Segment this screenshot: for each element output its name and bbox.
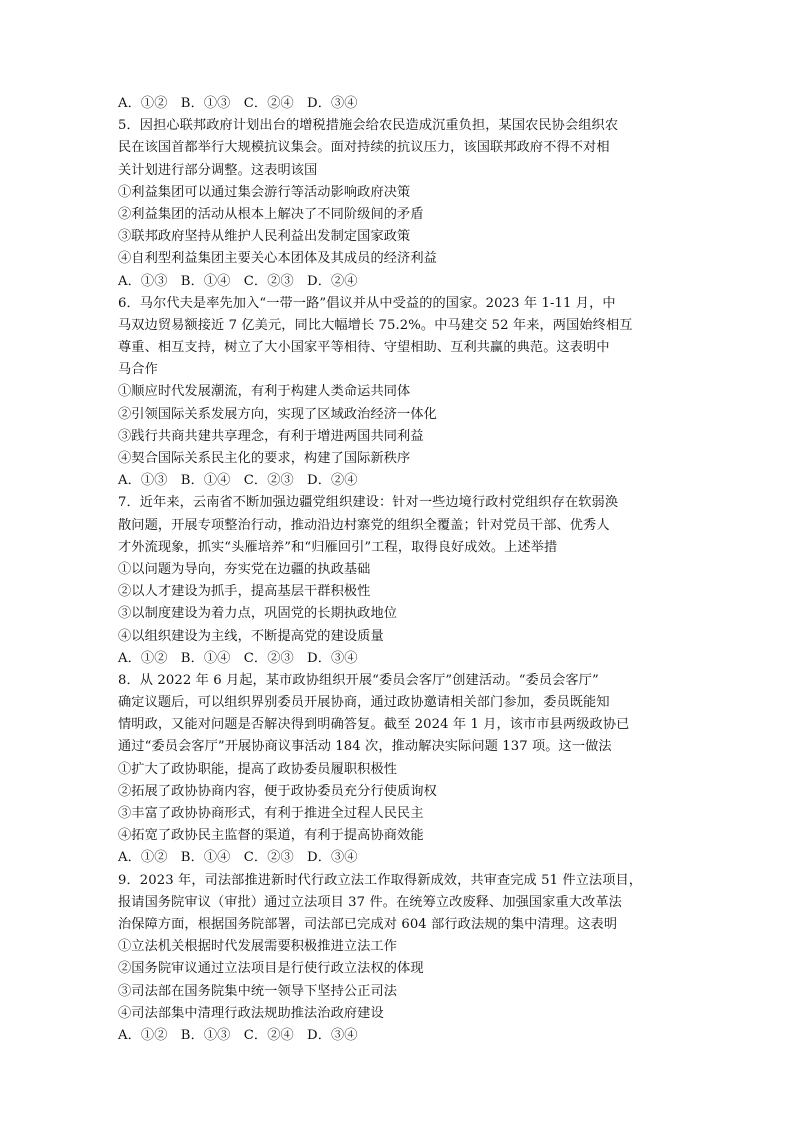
text-line: ④自利型利益集团主要关心本团体及其成员的经济利益 bbox=[118, 251, 437, 267]
text-line: ②以人才建设为抓手，提高基层干群积极性 bbox=[118, 584, 371, 600]
text-line: ①立法机关根据时代发展需要积极推进立法工作 bbox=[118, 939, 398, 955]
text-line: ④契合国际关系民主化的要求，构建了国际新秩序 bbox=[118, 451, 411, 466]
text-line: 8．从 2022 年 6 月起，某市政协组织开展“委员会客厅”创建活动。“委员会客厅” bbox=[118, 672, 599, 688]
text-line: A．①② B．①④ C．②③ D．③④ bbox=[118, 850, 358, 866]
text-line: ③以制度建设为着力点，巩固党的长期执政地位 bbox=[118, 606, 398, 622]
text-line: ①扩大了政协职能，提高了政协委员履职积极性 bbox=[118, 761, 398, 777]
text-line: ①顺应时代发展潮流，有利于构建人类命运共同体 bbox=[118, 384, 411, 400]
text-line: ②引领国际关系发展方向，实现了区域政治经济一体化 bbox=[118, 406, 437, 422]
text-line: 9．2023 年，司法部推进新时代行政立法工作取得新成效，共审查完成 51 件立法项目， bbox=[118, 872, 643, 888]
text-line: A．①③ B．①④ C．②③ D．②④ bbox=[118, 273, 358, 289]
text-line: 尊重、相互支持，树立了大小国家平等相待、守望相助、互利共赢的典范。这表明中 bbox=[118, 340, 610, 356]
text-line: 马双边贸易额接近 7 亿美元，同比大幅增长 75.2%。中马建交 52 年来，两国始终相互 bbox=[118, 317, 633, 333]
text-line: 情明政，又能对问题是否解决得到明确答复。截至 2024 年 1 月，该市市县两级政协已 bbox=[118, 717, 630, 733]
text-line: 马合作 bbox=[118, 362, 158, 378]
text-line: 治保障方面，根据国务院部署，司法部已完成对 604 部行政法规的集中清理。这表明 bbox=[118, 916, 618, 932]
text-line: ②利益集团的活动从根本上解决了不同阶级间的矛盾 bbox=[118, 206, 424, 222]
text-line: ④拓宽了政协民主监督的渠道，有利于提高协商效能 bbox=[118, 828, 424, 844]
text-line: 5．因担心联邦政府计划出台的增税措施会给农民造成沉重负担，某国农民协会组织农 bbox=[118, 118, 619, 134]
text-line: 散问题，开展专项整治行动，推动沿边村寨党的组织全覆盖；针对党员干部、优秀人 bbox=[118, 517, 610, 533]
text-line: 报请国务院审议（审批）通过立法项目 37 件。在统筹立改废释、加强国家重大改革法 bbox=[118, 894, 622, 910]
text-line: ④以组织建设为主线，不断提高党的建设质量 bbox=[118, 628, 384, 644]
text-line: 通过“委员会客厅”开展协商议事活动 184 次，推动解决实际问题 137 项。这一做法 bbox=[118, 739, 612, 755]
text-line: A．①② B．①③ C．②④ D．③④ bbox=[118, 1027, 358, 1043]
text-line: 关计划进行部分调整。这表明该国 bbox=[118, 162, 318, 178]
text-line: 确定议题后，可以组织界别委员开展协商，通过政协邀请相关部门参加，委员既能知 bbox=[118, 695, 610, 711]
text-line: ①以问题为导向，夯实党在边疆的执政基础 bbox=[118, 561, 371, 577]
text-line: 7．近年来，云南省不断加强边疆党组织建设：针对一些边境行政村党组织存在软弱涣 bbox=[118, 495, 619, 511]
text-line: ③司法部在国务院集中统一领导下坚持公正司法 bbox=[118, 983, 398, 999]
text-line: ①利益集团可以通过集会游行等活动影响政府决策 bbox=[118, 184, 411, 200]
text-line: A．①② B．①③ C．②④ D．③④ bbox=[118, 96, 358, 111]
exam-page bbox=[118, 93, 686, 1047]
text-line: A．①② B．①④ C．②③ D．③④ bbox=[118, 650, 358, 666]
text-line: A．①③ B．①④ C．②③ D．②④ bbox=[118, 473, 358, 489]
text-line: ③丰富了政协协商形式，有利于推进全过程人民民主 bbox=[118, 806, 424, 821]
text-line: 6．马尔代夫是率先加入“一带一路”倡议并从中受益的的国家。2023 年 1-11 月，中 bbox=[118, 295, 616, 311]
text-line: 民在该国首都举行大规模抗议集会。面对持续的抗议压力，该国联邦政府不得不对相 bbox=[118, 140, 610, 156]
text-line: ③践行共商共建共享理念，有利于增进两国共同利益 bbox=[118, 428, 424, 444]
text-line: ④司法部集中清理行政法规助推法治政府建设 bbox=[118, 1005, 384, 1021]
text-line: ③联邦政府坚持从维护人民利益出发制定国家政策 bbox=[118, 229, 411, 245]
text-line: 才外流现象，抓实“头雁培养”和“归雁回引”工程，取得良好成效。上述举措 bbox=[118, 539, 558, 555]
text-line: ②拓展了政协协商内容，便于政协委员充分行使质询权 bbox=[118, 783, 437, 799]
text-line: ②国务院审议通过立法项目是行使行政立法权的体现 bbox=[118, 961, 424, 977]
